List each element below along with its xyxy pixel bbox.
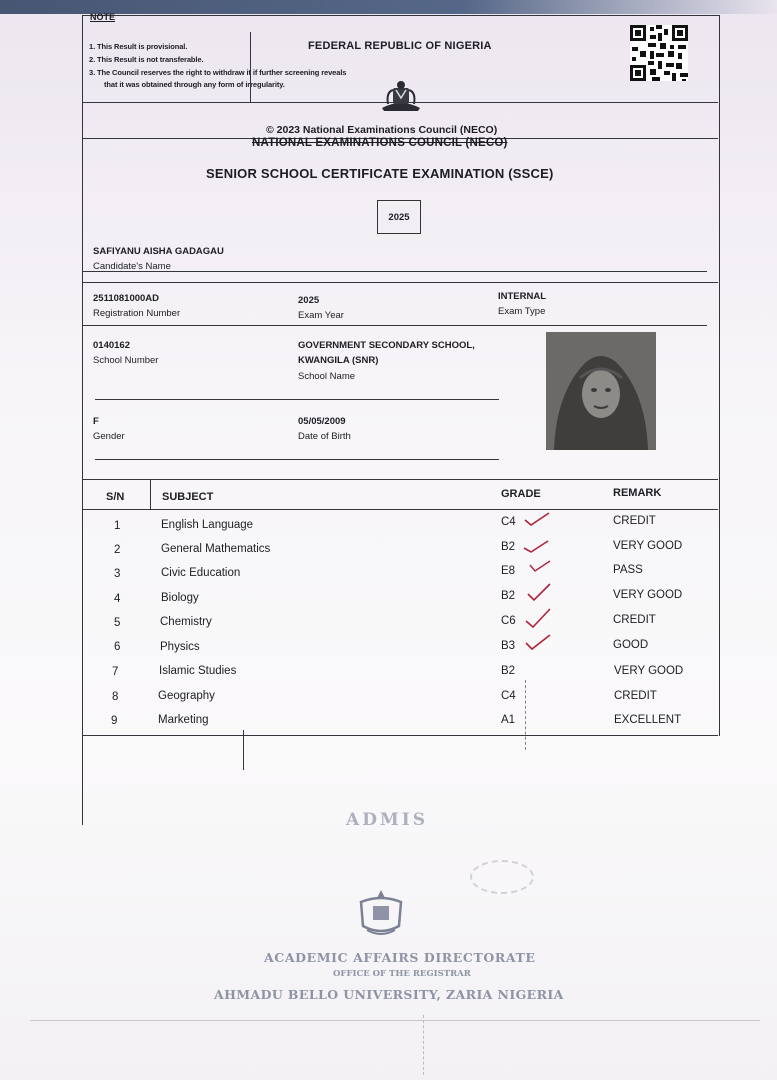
table-col-divider xyxy=(150,479,151,509)
qr-code-icon xyxy=(630,25,688,81)
registration-number: 2511081000AD xyxy=(93,293,160,304)
school-number: 0140162 xyxy=(93,340,130,351)
exam-year-label: Exam Year xyxy=(298,310,344,321)
check-mark-icon xyxy=(526,582,552,602)
row-remark: VERY GOOD xyxy=(613,540,683,552)
candidate-name: SAFIYANU AISHA GADAGAU xyxy=(93,246,224,257)
row-subject: Chemistry xyxy=(160,616,212,628)
name-rule xyxy=(82,271,707,272)
university-crest-icon xyxy=(355,888,407,938)
row-grade: A1 xyxy=(501,714,516,726)
check-mark-icon xyxy=(523,511,551,527)
header-sn: S/N xyxy=(106,491,125,503)
check-mark-icon xyxy=(524,633,552,651)
frame-left-extension xyxy=(82,735,83,825)
row-sn: 9 xyxy=(111,715,118,727)
stamp-university: AHMADU BELLO UNIVERSITY, ZARIA NIGERIA xyxy=(214,987,564,1002)
school-name-line1: GOVERNMENT SECONDARY SCHOOL, xyxy=(298,340,475,351)
coat-of-arms-icon xyxy=(378,78,424,112)
row-remark: CREDIT xyxy=(614,690,657,702)
gender-label: Gender xyxy=(93,431,125,442)
row-subject: Geography xyxy=(158,690,215,702)
row-grade: B2 xyxy=(501,541,516,553)
row-grade: B2 xyxy=(501,665,516,677)
date-of-birth-label: Date of Birth xyxy=(298,431,351,442)
table-bottom-rule xyxy=(82,735,718,736)
row-sn: 6 xyxy=(114,641,121,653)
dob-rule xyxy=(95,459,499,460)
exam-title: SENIOR SCHOOL CERTIFICATE EXAMINATION (SSCE) xyxy=(206,166,554,181)
header-grade: GRADE xyxy=(501,488,541,500)
row-remark: VERY GOOD xyxy=(614,665,684,677)
header-subject: SUBJECT xyxy=(162,491,214,503)
row-subject: Marketing xyxy=(158,714,209,726)
row-remark: CREDIT xyxy=(613,614,656,626)
row-subject: Physics xyxy=(160,641,200,653)
table-header-rule xyxy=(82,509,718,510)
faded-stamp-text: ADMIS xyxy=(346,810,428,830)
school-rule xyxy=(95,399,499,400)
scanner-edge xyxy=(0,0,777,14)
note-divider xyxy=(250,32,251,102)
row-remark: CREDIT xyxy=(613,515,656,527)
row-subject: General Mathematics xyxy=(161,543,271,555)
note-item: 2. This Result is not transferable. xyxy=(89,55,204,64)
row-subject: Islamic Studies xyxy=(159,665,237,677)
row-remark: PASS xyxy=(613,564,643,576)
stamp-office: OFFICE OF THE REGISTRAR xyxy=(333,969,471,979)
note-item: that it was obtained through any form of irregularity. xyxy=(104,80,285,89)
exam-year-box: 2025 xyxy=(377,200,421,234)
row-sn: 8 xyxy=(112,691,119,703)
copyright-line: © 2023 National Examinations Council (NECO) xyxy=(266,124,498,136)
council-name: NATIONAL EXAMINATIONS COUNCIL (NECO) xyxy=(252,137,508,149)
school-name-line2: KWANGILA (SNR) xyxy=(298,355,379,366)
row-sn: 4 xyxy=(114,593,121,605)
row-subject: Biology xyxy=(161,592,199,604)
check-mark-icon xyxy=(528,559,552,575)
row-grade: B2 xyxy=(501,590,516,602)
check-mark-icon xyxy=(522,538,550,554)
school-number-label: School Number xyxy=(93,355,159,366)
vertical-fold xyxy=(423,1015,424,1075)
candidate-photo xyxy=(546,332,656,450)
row-sn: 7 xyxy=(112,666,119,678)
exam-year: 2025 xyxy=(298,295,320,306)
registration-number-label: Registration Number xyxy=(93,308,181,319)
stray-mark xyxy=(243,730,244,770)
row-sn: 1 xyxy=(114,520,121,532)
country-title: FEDERAL REPUBLIC OF NIGERIA xyxy=(308,40,492,52)
candidate-name-label: Candidate's Name xyxy=(93,261,171,272)
note-title: NOTE xyxy=(90,12,116,22)
section-rule xyxy=(82,282,718,283)
exam-type: INTERNAL xyxy=(498,291,547,302)
gender-value: F xyxy=(93,416,99,427)
row-remark: EXCELLENT xyxy=(614,714,682,726)
faded-stamp-mark xyxy=(470,860,534,894)
fold-line xyxy=(525,680,526,750)
row-sn: 5 xyxy=(114,617,121,629)
stamp-directorate: ACADEMIC AFFAIRS DIRECTORATE xyxy=(264,950,536,965)
school-name-label: School Name xyxy=(298,371,356,382)
row-grade: C6 xyxy=(501,615,516,627)
check-mark-icon xyxy=(524,607,552,629)
row-remark: GOOD xyxy=(613,639,649,651)
date-of-birth: 05/05/2009 xyxy=(298,416,346,427)
page-fold-line xyxy=(30,1020,760,1021)
exam-type-label: Exam Type xyxy=(498,306,546,317)
row-subject: Civic Education xyxy=(161,567,241,579)
note-item: 3. The Council reserves the right to withdraw it if further screening reveals xyxy=(89,68,347,77)
row-grade: E8 xyxy=(501,565,516,577)
row-grade: C4 xyxy=(501,690,516,702)
row-grade: C4 xyxy=(501,516,516,528)
row-remark: VERY GOOD xyxy=(613,589,683,601)
row-grade: B3 xyxy=(501,640,516,652)
table-top-rule xyxy=(82,479,718,480)
row-subject: English Language xyxy=(161,519,254,531)
note-box-bottom xyxy=(82,102,718,103)
row-sn: 3 xyxy=(114,568,121,580)
row-sn: 2 xyxy=(114,544,121,556)
header-remark: REMARK xyxy=(613,487,662,499)
reg-rule xyxy=(82,325,707,326)
note-item: 1. This Result is provisional. xyxy=(89,42,188,51)
